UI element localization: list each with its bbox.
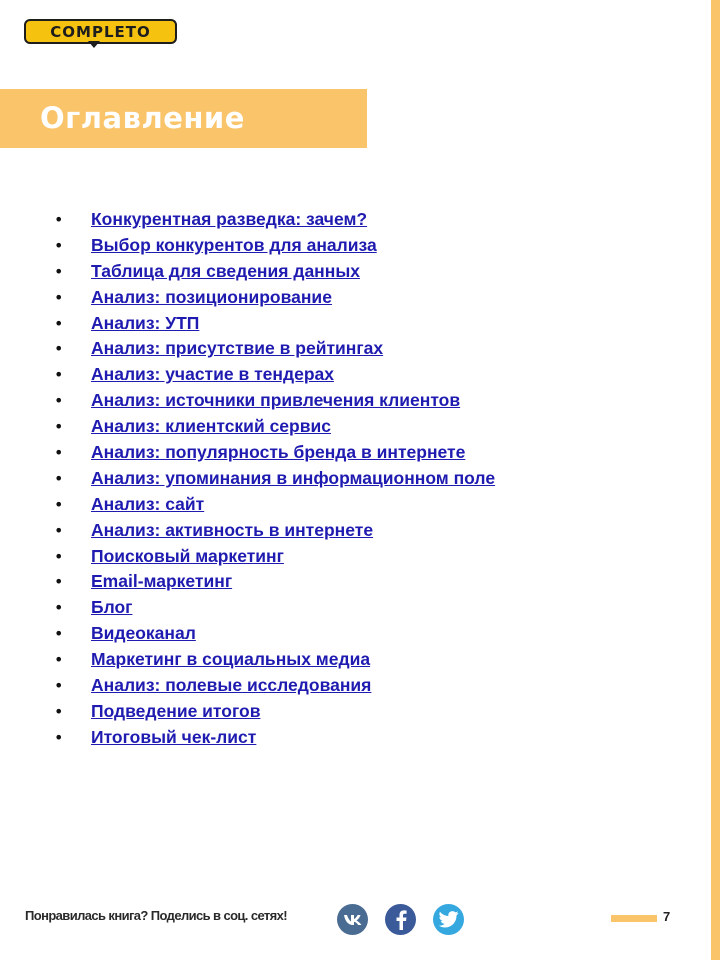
bullet-icon: • bbox=[54, 572, 64, 592]
bullet-icon: • bbox=[54, 727, 64, 747]
toc-link[interactable]: Анализ: популярность бренда в интернете bbox=[91, 442, 466, 463]
bullet-icon: • bbox=[54, 650, 64, 670]
toc-link[interactable]: Анализ: полевые исследования bbox=[91, 675, 372, 696]
bullet-icon: • bbox=[54, 417, 64, 437]
toc-link[interactable]: Маркетинг в социальных медиа bbox=[91, 649, 371, 670]
bullet-icon: • bbox=[54, 313, 64, 333]
toc-link[interactable]: Итоговый чек-лист bbox=[91, 726, 257, 747]
facebook-icon bbox=[395, 910, 407, 930]
twitter-share-button[interactable] bbox=[433, 904, 464, 935]
bullet-icon: • bbox=[54, 701, 64, 721]
bullet-icon: • bbox=[54, 624, 64, 644]
bullet-icon: • bbox=[54, 261, 64, 281]
toc-link[interactable]: Анализ: упоминания в информационном поле bbox=[91, 467, 496, 488]
bullet-icon: • bbox=[54, 468, 64, 488]
logo-text: COMPLETO bbox=[50, 22, 151, 41]
toc-link[interactable]: Анализ: источники привлечения клиентов bbox=[91, 390, 461, 411]
vk-share-button[interactable] bbox=[337, 904, 368, 935]
toc-link[interactable]: Анализ: клиентский сервис bbox=[91, 416, 331, 437]
completo-logo bbox=[24, 19, 177, 44]
toc-link[interactable]: Блог bbox=[91, 597, 133, 618]
vk-icon bbox=[343, 914, 363, 926]
bullet-icon: • bbox=[54, 210, 64, 229]
page-title: Оглавление bbox=[40, 101, 245, 135]
toc-link[interactable]: Анализ: присутствие в рейтингах bbox=[91, 338, 384, 359]
toc-link[interactable]: Выбор конкурентов для анализа bbox=[91, 234, 377, 255]
bullet-icon: • bbox=[54, 520, 64, 540]
bullet-icon: • bbox=[54, 494, 64, 514]
bullet-icon: • bbox=[54, 676, 64, 696]
toc-link[interactable]: Email-маркетинг bbox=[91, 571, 233, 592]
bullet-icon: • bbox=[54, 365, 64, 385]
toc-link[interactable]: Подведение итогов bbox=[91, 700, 261, 721]
toc-link[interactable]: Поисковый маркетинг bbox=[91, 545, 284, 566]
toc-link[interactable]: Анализ: активность в интернете bbox=[91, 519, 374, 540]
twitter-icon bbox=[439, 911, 459, 928]
toc-link[interactable]: Анализ: участие в тендерах bbox=[91, 364, 334, 385]
page-number: 7 bbox=[663, 909, 671, 924]
toc-link[interactable]: Таблица для сведения данных bbox=[91, 260, 360, 281]
page-number-bar bbox=[611, 915, 657, 922]
toc-link[interactable]: Видеоканал bbox=[91, 623, 196, 644]
facebook-share-button[interactable] bbox=[385, 904, 416, 935]
bullet-icon: • bbox=[54, 443, 64, 463]
right-accent-stripe bbox=[711, 0, 720, 960]
bullet-icon: • bbox=[54, 598, 64, 618]
toc-link[interactable]: Анализ: позиционирование bbox=[91, 286, 332, 307]
share-prompt: Понравилась книга? Поделись в соц. сетях! bbox=[25, 908, 288, 923]
toc-link[interactable]: Конкурентная разведка: зачем? bbox=[91, 209, 368, 229]
bullet-icon: • bbox=[54, 287, 64, 307]
logo-pointer bbox=[88, 41, 100, 48]
bullet-icon: • bbox=[54, 235, 64, 255]
bullet-icon: • bbox=[54, 546, 64, 566]
bullet-icon: • bbox=[54, 339, 64, 359]
bullet-icon: • bbox=[54, 391, 64, 411]
toc-link[interactable]: Анализ: сайт bbox=[91, 493, 205, 514]
toc-link[interactable]: Анализ: УТП bbox=[91, 312, 200, 333]
